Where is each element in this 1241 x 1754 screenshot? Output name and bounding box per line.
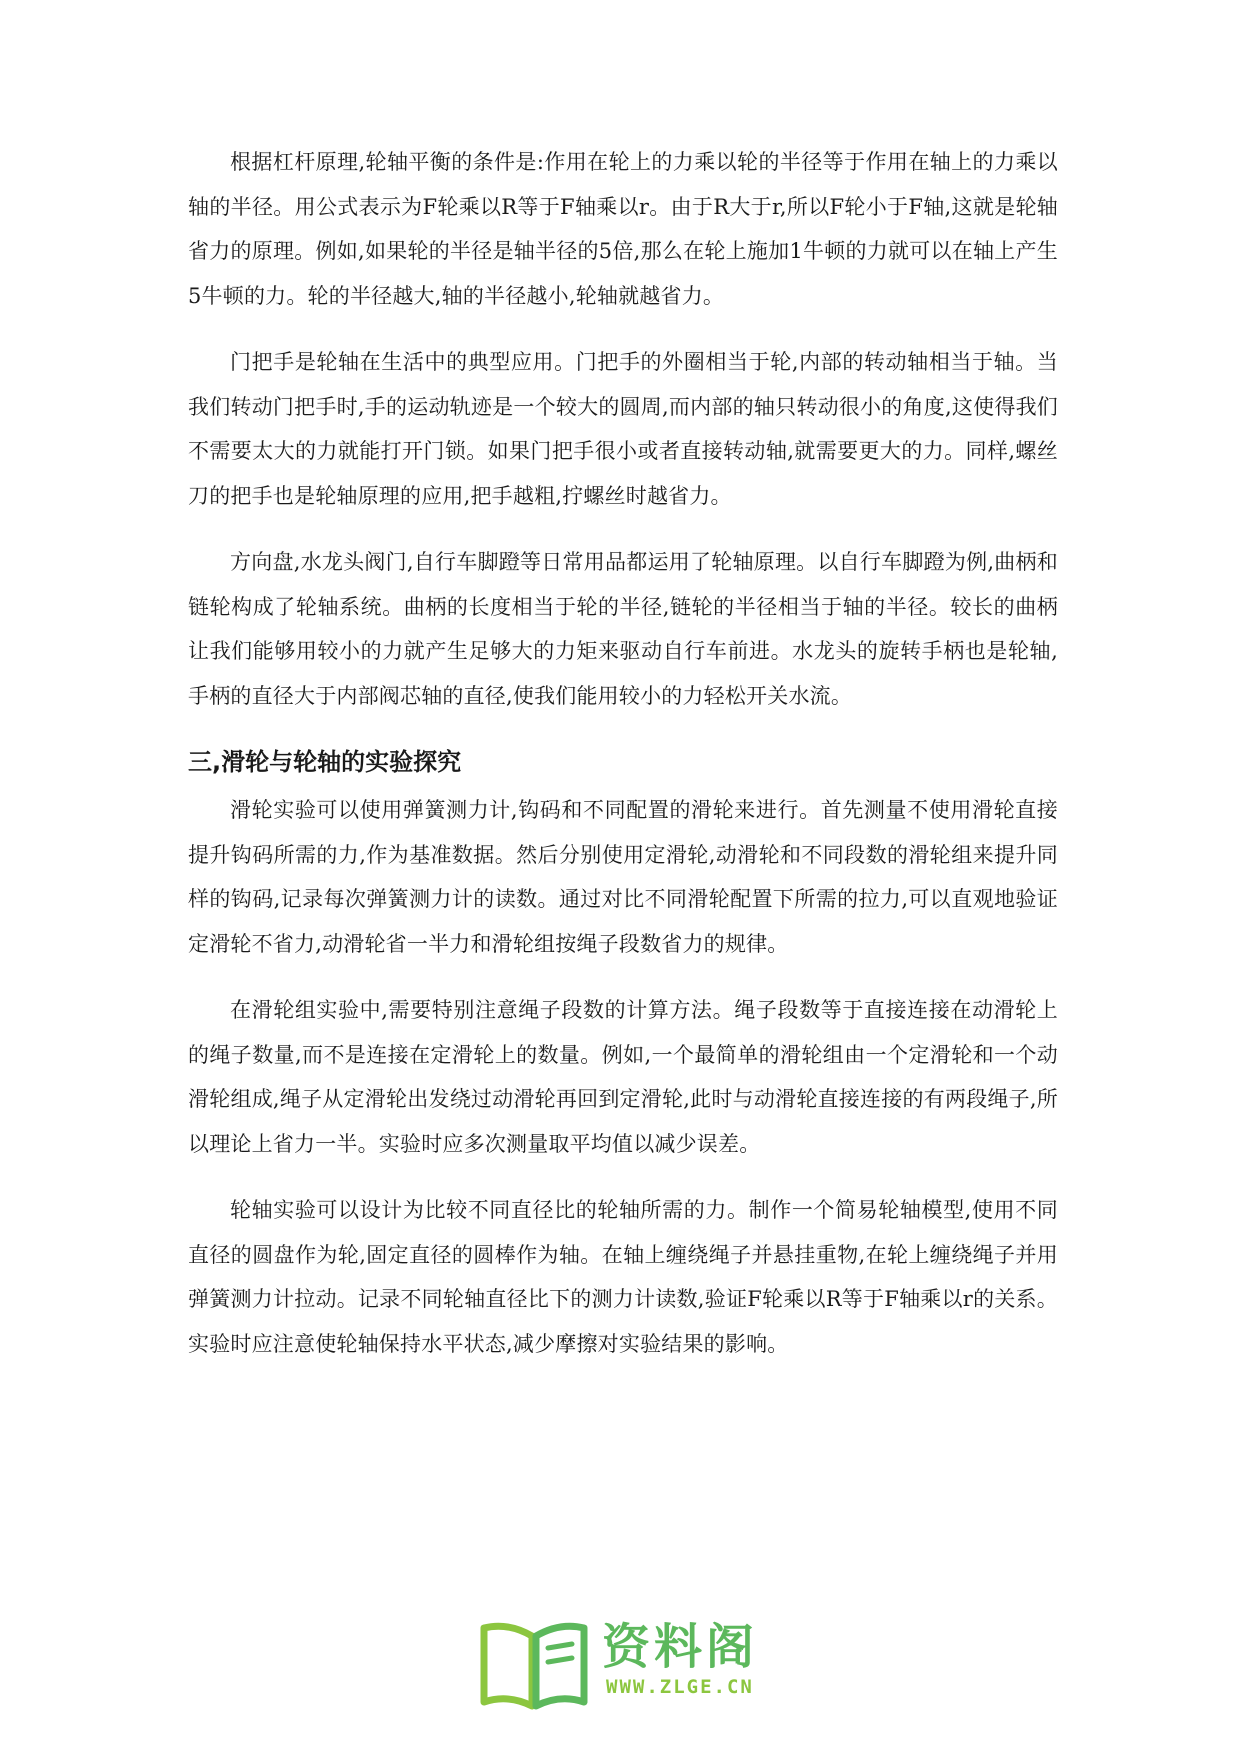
site-logo bbox=[478, 1608, 778, 1718]
paragraph-wheel-axle-experiment: 轮轴实验可以设计为比较不同直径比的轮轴所需的力。制作一个简易轮轴模型,使用不同直径的圆盘作为轮,固定直径的圆棒作为轴。在轴上缠绕绳子并悬挂重物,在轮上缠绕绳子并用弹簧测力计拉动。记录不同轮轴直径比下的测力计读数,验证F轮乘以R等于F轴乘以r的关系。实验时应注意使轮轴保持水平状态,减少摩擦对实验结果的影响。 bbox=[188, 1198, 1058, 1356]
open-book-icon bbox=[478, 1614, 590, 1712]
section-heading: 三,滑轮与轮轴的实验探究 bbox=[188, 748, 462, 776]
paragraph-pulley-experiment: 滑轮实验可以使用弹簧测力计,钩码和不同配置的滑轮来进行。首先测量不使用滑轮直接提升钩码所需的力,作为基准数据。然后分别使用定滑轮,动滑轮和不同段数的滑轮组来提升同样的钩码,记录每次弹簧测力计的读数。通过对比不同滑轮配置下所需的拉力,可以直观地验证定滑轮不省力,动滑轮省一半力和滑轮组按绳子段数省力的规律。 bbox=[188, 798, 1058, 956]
paragraph-wheel-axle-principle: 根据杠杆原理,轮轴平衡的条件是:作用在轮上的力乘以轮的半径等于作用在轴上的力乘以轴的半径。用公式表示为F轮乘以R等于F轴乘以r。由于R大于r,所以F轮小于F轴,这就是轮轴省力的原理。例如,如果轮的半径是轴半径的5倍,那么在轮上施加1牛顿的力就可以在轴上产生5牛顿的力。轮的半径越大,轴的半径越小,轮轴就越省力。 bbox=[188, 150, 1058, 308]
paragraph-daily-applications: 方向盘,水龙头阀门,自行车脚蹬等日常用品都运用了轮轴原理。以自行车脚蹬为例,曲柄和链轮构成了轮轴系统。曲柄的长度相当于轮的半径,链轮的半径相当于轴的半径。较长的曲柄让我们能够用较小的力就产生足够大的力矩来驱动自行车前进。水龙头的旋转手柄也是轮轴,手柄的直径大于内部阀芯轴的直径,使我们能用较小的力轻松开关水流。 bbox=[188, 550, 1058, 708]
document-body bbox=[188, 140, 1058, 1388]
paragraph-door-handle: 门把手是轮轴在生活中的典型应用。门把手的外圈相当于轮,内部的转动轴相当于轴。当我们转动门把手时,手的运动轨迹是一个较大的圆周,而内部的轴只转动很小的角度,这使得我们不需要太大的力就能打开门锁。如果门把手很小或者直接转动轴,就需要更大的力。同样,螺丝刀的把手也是轮轴原理的应用,把手越粗,拧螺丝时越省力。 bbox=[188, 350, 1058, 508]
paragraph-pulley-group: 在滑轮组实验中,需要特别注意绳子段数的计算方法。绳子段数等于直接连接在动滑轮上的绳子数量,而不是连接在定滑轮上的数量。例如,一个最简单的滑轮组由一个定滑轮和一个动滑轮组成,绳子从定滑轮出发绕过动滑轮再回到定滑轮,此时与动滑轮直接连接的有两段绳子,所以理论上省力一半。实验时应多次测量取平均值以减少误差。 bbox=[188, 998, 1058, 1156]
logo-title: 资料阁 bbox=[602, 1619, 759, 1675]
logo-url: WWW.ZLGE.CN bbox=[606, 1676, 754, 1698]
